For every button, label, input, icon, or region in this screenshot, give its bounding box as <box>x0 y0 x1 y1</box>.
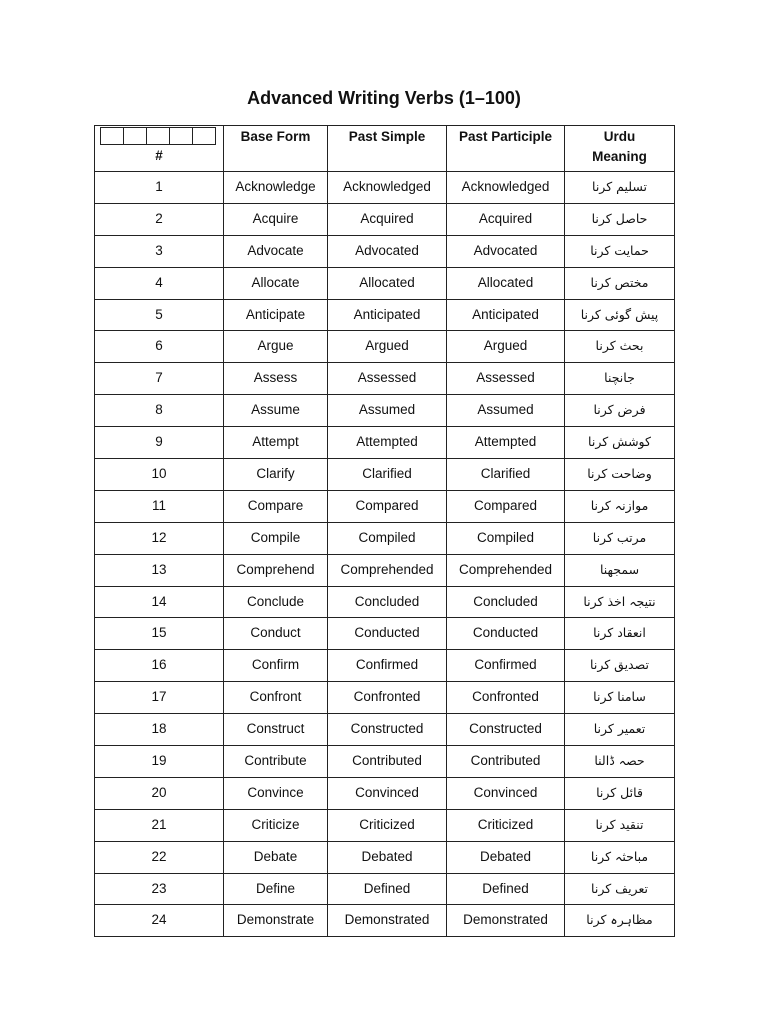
cell-number: 5 <box>95 299 224 331</box>
table-row <box>95 746 675 778</box>
table-row <box>95 873 675 905</box>
cell-past-participle: Constructed <box>447 714 565 746</box>
cell-base-form: Criticize <box>224 809 328 841</box>
cell-base-form: Demonstrate <box>224 905 328 937</box>
page-title: Advanced Writing Verbs (1–100) <box>247 88 521 108</box>
cell-past-participle: Debated <box>447 841 565 873</box>
cell-urdu-meaning: مختص کرنا <box>565 267 675 299</box>
cell-urdu-meaning: تصدیق کرنا <box>565 650 675 682</box>
cell-past-simple: Assumed <box>328 395 447 427</box>
cell-urdu-meaning: تسلیم کرنا <box>565 172 675 204</box>
cell-past-simple: Concluded <box>328 586 447 618</box>
cell-urdu-meaning: مباحثہ کرنا <box>565 841 675 873</box>
header-num-label: # <box>155 148 163 163</box>
cell-past-participle: Allocated <box>447 267 565 299</box>
table-row <box>95 490 675 522</box>
cell-past-simple: Defined <box>328 873 447 905</box>
cell-urdu-meaning: کوشش کرنا <box>565 427 675 459</box>
cell-base-form: Compare <box>224 490 328 522</box>
cell-base-form: Anticipate <box>224 299 328 331</box>
cell-urdu-meaning: بحث کرنا <box>565 331 675 363</box>
cell-base-form: Debate <box>224 841 328 873</box>
table-row <box>95 522 675 554</box>
cell-number: 14 <box>95 586 224 618</box>
cell-past-simple: Contributed <box>328 746 447 778</box>
cell-urdu-meaning: حاصل کرنا <box>565 203 675 235</box>
cell-past-simple: Acknowledged <box>328 172 447 204</box>
cell-base-form: Confirm <box>224 650 328 682</box>
cell-urdu-meaning: حمایت کرنا <box>565 235 675 267</box>
header-past-simple: Past Simple <box>328 126 447 172</box>
cell-number: 3 <box>95 235 224 267</box>
table-row <box>95 427 675 459</box>
cell-past-participle: Convinced <box>447 777 565 809</box>
cell-past-simple: Debated <box>328 841 447 873</box>
cell-base-form: Conclude <box>224 586 328 618</box>
header-past-participle: Past Participle <box>447 126 565 172</box>
table-row <box>95 395 675 427</box>
table-row <box>95 841 675 873</box>
cell-past-simple: Constructed <box>328 714 447 746</box>
cell-base-form: Argue <box>224 331 328 363</box>
cell-number: 11 <box>95 490 224 522</box>
cell-base-form: Convince <box>224 777 328 809</box>
cell-number: 18 <box>95 714 224 746</box>
cell-past-simple: Clarified <box>328 459 447 491</box>
cell-past-participle: Attempted <box>447 427 565 459</box>
cell-past-simple: Compiled <box>328 522 447 554</box>
cell-past-simple: Allocated <box>328 267 447 299</box>
table-row <box>95 363 675 395</box>
cell-number: 15 <box>95 618 224 650</box>
cell-past-participle: Demonstrated <box>447 905 565 937</box>
cell-past-simple: Assessed <box>328 363 447 395</box>
table-row <box>95 586 675 618</box>
cell-past-simple: Argued <box>328 331 447 363</box>
cell-number: 1 <box>95 172 224 204</box>
cell-past-simple: Acquired <box>328 203 447 235</box>
table-row <box>95 203 675 235</box>
header-box <box>170 127 193 145</box>
cell-base-form: Acquire <box>224 203 328 235</box>
cell-number: 2 <box>95 203 224 235</box>
header-box <box>101 127 124 145</box>
cell-past-participle: Compiled <box>447 522 565 554</box>
cell-base-form: Compile <box>224 522 328 554</box>
cell-base-form: Construct <box>224 714 328 746</box>
cell-urdu-meaning: تنقید کرنا <box>565 809 675 841</box>
cell-past-participle: Criticized <box>447 809 565 841</box>
cell-number: 23 <box>95 873 224 905</box>
header-box <box>193 127 216 145</box>
cell-past-simple: Confronted <box>328 682 447 714</box>
cell-base-form: Contribute <box>224 746 328 778</box>
cell-base-form: Attempt <box>224 427 328 459</box>
cell-past-participle: Comprehended <box>447 554 565 586</box>
cell-past-simple: Compared <box>328 490 447 522</box>
cell-past-simple: Conducted <box>328 618 447 650</box>
cell-base-form: Comprehend <box>224 554 328 586</box>
cell-urdu-meaning: سمجھنا <box>565 554 675 586</box>
table-row <box>95 331 675 363</box>
cell-urdu-meaning: مظاہرہ کرنا <box>565 905 675 937</box>
cell-urdu-meaning: تعریف کرنا <box>565 873 675 905</box>
cell-number: 12 <box>95 522 224 554</box>
cell-base-form: Advocate <box>224 235 328 267</box>
cell-past-participle: Advocated <box>447 235 565 267</box>
cell-urdu-meaning: جانچنا <box>565 363 675 395</box>
cell-base-form: Conduct <box>224 618 328 650</box>
cell-past-simple: Criticized <box>328 809 447 841</box>
cell-past-simple: Confirmed <box>328 650 447 682</box>
header-base-form: Base Form <box>224 126 328 172</box>
cell-urdu-meaning: وضاحت کرنا <box>565 459 675 491</box>
cell-urdu-meaning: انعقاد کرنا <box>565 618 675 650</box>
header-box <box>147 127 170 145</box>
cell-past-simple: Convinced <box>328 777 447 809</box>
cell-urdu-meaning: تعمیر کرنا <box>565 714 675 746</box>
cell-number: 20 <box>95 777 224 809</box>
table-row <box>95 267 675 299</box>
cell-past-participle: Acknowledged <box>447 172 565 204</box>
cell-past-simple: Demonstrated <box>328 905 447 937</box>
cell-number: 4 <box>95 267 224 299</box>
cell-number: 16 <box>95 650 224 682</box>
cell-past-participle: Conducted <box>447 618 565 650</box>
cell-base-form: Define <box>224 873 328 905</box>
cell-base-form: Acknowledge <box>224 172 328 204</box>
cell-past-participle: Assessed <box>447 363 565 395</box>
table-row <box>95 682 675 714</box>
cell-urdu-meaning: سامنا کرنا <box>565 682 675 714</box>
cell-number: 9 <box>95 427 224 459</box>
table-row <box>95 554 675 586</box>
table-row <box>95 618 675 650</box>
table-row <box>95 714 675 746</box>
header-num <box>95 126 224 172</box>
cell-past-simple: Attempted <box>328 427 447 459</box>
cell-past-participle: Clarified <box>447 459 565 491</box>
cell-urdu-meaning: مرتب کرنا <box>565 522 675 554</box>
cell-number: 22 <box>95 841 224 873</box>
cell-past-participle: Defined <box>447 873 565 905</box>
header-urdu-meaning: Urdu Meaning <box>565 126 675 172</box>
cell-urdu-meaning: فرض کرنا <box>565 395 675 427</box>
cell-urdu-meaning: نتیجہ اخذ کرنا <box>565 586 675 618</box>
cell-past-participle: Contributed <box>447 746 565 778</box>
cell-urdu-meaning: موازنہ کرنا <box>565 490 675 522</box>
verbs-table <box>94 125 675 937</box>
cell-base-form: Allocate <box>224 267 328 299</box>
cell-past-participle: Confirmed <box>447 650 565 682</box>
table-row <box>95 172 675 204</box>
cell-urdu-meaning: پیش گوئی کرنا <box>565 299 675 331</box>
cell-number: 7 <box>95 363 224 395</box>
cell-base-form: Confront <box>224 682 328 714</box>
cell-number: 8 <box>95 395 224 427</box>
cell-number: 17 <box>95 682 224 714</box>
cell-number: 13 <box>95 554 224 586</box>
cell-base-form: Clarify <box>224 459 328 491</box>
cell-number: 24 <box>95 905 224 937</box>
cell-past-simple: Comprehended <box>328 554 447 586</box>
cell-number: 6 <box>95 331 224 363</box>
table-row <box>95 650 675 682</box>
header-row <box>95 126 675 172</box>
cell-base-form: Assess <box>224 363 328 395</box>
cell-past-simple: Anticipated <box>328 299 447 331</box>
table-row <box>95 777 675 809</box>
cell-past-participle: Compared <box>447 490 565 522</box>
cell-number: 10 <box>95 459 224 491</box>
header-box <box>124 127 147 145</box>
cell-number: 19 <box>95 746 224 778</box>
table-row <box>95 235 675 267</box>
cell-urdu-meaning: قائل کرنا <box>565 777 675 809</box>
cell-past-participle: Confronted <box>447 682 565 714</box>
table-row <box>95 809 675 841</box>
cell-past-participle: Acquired <box>447 203 565 235</box>
table-row <box>95 299 675 331</box>
cell-base-form: Assume <box>224 395 328 427</box>
cell-urdu-meaning: حصہ ڈالنا <box>565 746 675 778</box>
header-box-strip <box>100 127 216 145</box>
cell-past-participle: Argued <box>447 331 565 363</box>
cell-past-participle: Assumed <box>447 395 565 427</box>
cell-past-participle: Anticipated <box>447 299 565 331</box>
cell-past-simple: Advocated <box>328 235 447 267</box>
table-row <box>95 459 675 491</box>
cell-number: 21 <box>95 809 224 841</box>
table-row <box>95 905 675 937</box>
cell-past-participle: Concluded <box>447 586 565 618</box>
